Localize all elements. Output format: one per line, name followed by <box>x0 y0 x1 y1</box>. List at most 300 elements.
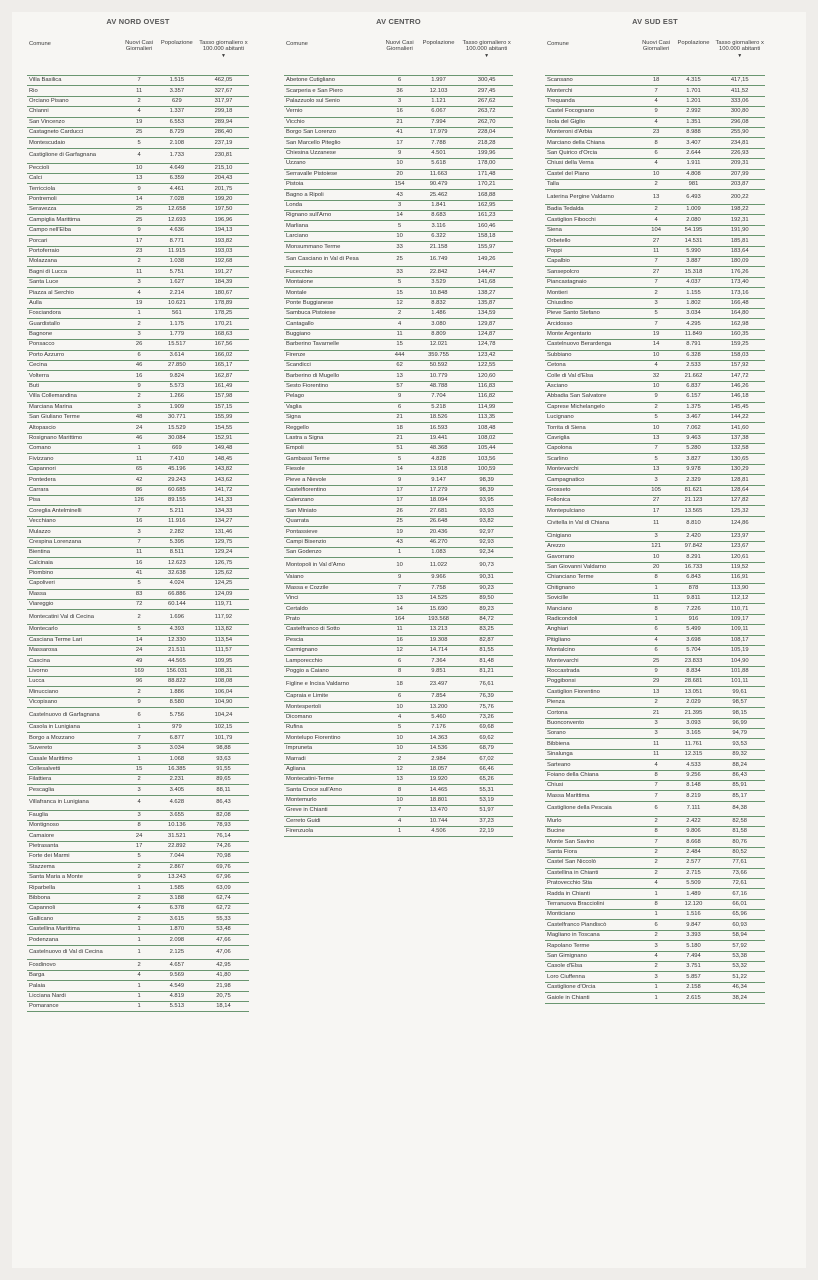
cell-tasso: 85,91 <box>732 782 747 789</box>
cell-popolazione: 4.315 <box>686 77 701 84</box>
cell-comune: Campagnatico <box>547 476 585 483</box>
cell-popolazione: 7.111 <box>686 805 701 812</box>
cell-comune: Scarperia e San Piero <box>286 87 343 94</box>
cell-popolazione: 27.850 <box>167 362 186 369</box>
cell-nuovi-casi: 5 <box>137 626 141 633</box>
cell-popolazione: 669 <box>172 445 182 452</box>
cell-tasso: 91,55 <box>216 765 231 772</box>
header-nuovi-casi-label: Nuovi Casi Giornalieri <box>642 40 671 52</box>
cell-tasso: 113,90 <box>731 584 749 591</box>
cell-popolazione: 1.701 <box>686 87 701 94</box>
cell-popolazione: 3.407 <box>686 139 701 146</box>
cell-comune: Montespertoli <box>286 703 321 710</box>
table-row <box>284 465 513 475</box>
cell-popolazione: 13.470 <box>429 807 448 814</box>
cell-nuovi-casi: 3 <box>398 98 402 105</box>
cell-tasso: 41,80 <box>216 972 231 979</box>
cell-tasso: 160,35 <box>730 331 749 338</box>
cell-popolazione: 8.832 <box>431 299 446 306</box>
cell-comune: Piombino <box>29 570 54 577</box>
table-row <box>545 771 765 781</box>
table-row <box>545 247 765 257</box>
table-row <box>284 744 513 754</box>
table-row <box>27 97 249 107</box>
table-row <box>545 983 765 993</box>
cell-tasso: 135,87 <box>477 299 496 306</box>
table-row <box>284 382 513 392</box>
cell-comune: Impruneta <box>286 745 313 752</box>
cell-comune: Collesalvetti <box>29 765 61 772</box>
cell-popolazione: 11.761 <box>684 740 703 747</box>
table-row <box>545 858 765 868</box>
cell-tasso: 38,24 <box>732 994 747 1001</box>
cell-popolazione: 8.668 <box>686 838 701 845</box>
cell-tasso: 417,15 <box>730 77 749 84</box>
cell-tasso: 263,72 <box>477 108 496 115</box>
header-popolazione-label: Popolazione <box>677 40 710 46</box>
cell-popolazione: 1.121 <box>431 98 446 105</box>
cell-comune: Cetona <box>547 362 566 369</box>
table-row <box>545 226 765 236</box>
table-row <box>27 236 249 246</box>
table-row <box>27 625 249 635</box>
cell-comune: Castiglion Fiorentino <box>547 688 600 695</box>
cell-tasso: 47,06 <box>216 949 231 956</box>
cell-nuovi-casi: 49 <box>135 657 143 664</box>
cell-popolazione: 6.837 <box>686 383 701 390</box>
table-row <box>284 733 513 743</box>
table-row <box>27 992 249 1002</box>
table-row <box>545 687 765 697</box>
cell-nuovi-casi: 9 <box>137 874 141 881</box>
cell-nuovi-casi: 10 <box>396 745 403 752</box>
cell-nuovi-casi: 6 <box>398 657 402 664</box>
cell-nuovi-casi: 1 <box>398 549 402 556</box>
cell-nuovi-casi: 42 <box>135 476 143 483</box>
cell-comune: Vinci <box>286 595 299 602</box>
cell-tasso: 93,63 <box>216 755 231 762</box>
cell-popolazione: 8.511 <box>169 549 184 556</box>
cell-nuovi-casi: 33 <box>396 268 403 275</box>
cell-comune: Casciana Terme Lari <box>29 636 83 643</box>
cell-nuovi-casi: 19 <box>135 118 143 125</box>
cell-popolazione: 6.157 <box>686 393 701 400</box>
cell-nuovi-casi: 6 <box>137 711 141 718</box>
cell-comune: Castelnuovo di Val di Cecina <box>29 949 103 956</box>
table-row <box>545 972 765 982</box>
cell-comune: Chiesina Uzzanese <box>286 150 336 157</box>
table-row <box>27 184 249 194</box>
cell-tasso: 117,92 <box>214 613 233 620</box>
cell-comune: Marliana <box>286 222 309 229</box>
cell-popolazione: 2.098 <box>169 936 185 943</box>
table-row <box>284 646 513 656</box>
cell-popolazione: 7.176 <box>431 724 446 731</box>
cell-nuovi-casi: 10 <box>396 233 403 240</box>
cell-popolazione: 3.116 <box>431 222 446 229</box>
table-row <box>27 677 249 687</box>
header-popolazione-label: Popolazione <box>160 40 193 46</box>
cell-nuovi-casi: 8 <box>654 605 658 612</box>
cell-comune: Castagneto Carducci <box>29 129 84 136</box>
cell-tasso: 84,72 <box>479 616 494 623</box>
cell-popolazione: 7.062 <box>686 424 701 431</box>
cell-tasso: 203,87 <box>730 181 749 188</box>
header-popolazione <box>156 40 198 46</box>
cell-popolazione: 1.515 <box>169 77 185 84</box>
cell-nuovi-casi: 15 <box>396 341 403 348</box>
table-row <box>27 195 249 205</box>
cell-popolazione: 9.811 <box>686 595 701 602</box>
cell-nuovi-casi: 1 <box>654 616 658 623</box>
cell-nuovi-casi: 12 <box>396 647 403 654</box>
cell-tasso: 134,27 <box>214 518 233 525</box>
cell-nuovi-casi: 8 <box>137 822 141 829</box>
table-row <box>284 604 513 614</box>
cell-nuovi-casi: 3 <box>654 476 658 483</box>
cell-nuovi-casi: 1 <box>654 890 658 897</box>
table-row <box>284 806 513 816</box>
cell-nuovi-casi: 27 <box>652 268 660 275</box>
cell-nuovi-casi: 10 <box>652 553 660 560</box>
table-row <box>27 288 249 298</box>
cell-comune: Fosciandora <box>29 310 61 317</box>
cell-nuovi-casi: 3 <box>137 403 141 410</box>
cell-nuovi-casi: 1 <box>137 926 141 933</box>
cell-tasso: 81,48 <box>479 657 494 664</box>
cell-popolazione: 2.420 <box>686 532 701 539</box>
cell-popolazione: 15.318 <box>684 268 703 275</box>
cell-nuovi-casi: 2 <box>654 181 658 188</box>
cell-popolazione: 359.755 <box>428 351 450 358</box>
table-row <box>284 232 513 242</box>
cell-nuovi-casi: 18 <box>396 680 403 687</box>
cell-comune: Carmignano <box>286 647 318 654</box>
sort-desc-icon[interactable]: ▼ <box>220 53 226 59</box>
table-row <box>27 971 249 981</box>
table-row <box>27 434 249 444</box>
header-tasso-label: Tasso giornaliero x 100.000 abitanti <box>199 40 248 52</box>
cell-tasso: 286,40 <box>214 129 233 136</box>
cell-tasso: 73,26 <box>479 713 494 720</box>
cell-tasso: 141,72 <box>214 486 233 493</box>
table-row <box>545 371 765 381</box>
cell-popolazione: 6.359 <box>169 175 185 182</box>
table-row <box>545 118 765 128</box>
cell-popolazione: 2.577 <box>686 859 701 866</box>
cell-tasso: 81,21 <box>479 667 494 674</box>
cell-nuovi-casi: 9 <box>398 393 402 400</box>
cell-comune: Pieve a Nievole <box>286 476 327 483</box>
cell-popolazione: 2.615 <box>686 994 701 1001</box>
cell-comune: Rio <box>29 87 38 94</box>
table-row <box>545 900 765 910</box>
cell-comune: Firenze <box>286 351 306 358</box>
cell-comune: Calci <box>29 175 42 182</box>
cell-tasso: 127,82 <box>730 497 749 504</box>
cell-nuovi-casi: 27 <box>652 497 660 504</box>
header-tasso-label: Tasso giornaliero x 100.000 abitanti <box>715 40 764 52</box>
cell-comune: Sansepolcro <box>547 268 580 275</box>
cell-nuovi-casi: 5 <box>654 455 658 462</box>
cell-nuovi-casi: 7 <box>654 782 658 789</box>
cell-comune: Borgo a Mozzano <box>29 734 75 741</box>
cell-nuovi-casi: 4 <box>137 108 141 115</box>
table-row <box>545 750 765 760</box>
cell-tasso: 74,26 <box>216 843 231 850</box>
cell-tasso: 155,97 <box>477 243 496 250</box>
cell-nuovi-casi: 5 <box>654 414 658 421</box>
cell-comune: Castelnuovo di Garfagnana <box>29 711 100 718</box>
cell-popolazione: 30.771 <box>167 414 186 421</box>
cell-tasso: 62,74 <box>216 895 231 901</box>
cell-tasso: 191,27 <box>214 268 233 275</box>
table-row <box>284 754 513 764</box>
cell-tasso: 180,09 <box>730 258 749 265</box>
cell-comune: Campi Bisenzio <box>286 538 327 545</box>
cell-comune: Pontassieve <box>286 528 318 535</box>
cell-nuovi-casi: 2 <box>137 863 141 870</box>
cell-nuovi-casi: 3 <box>654 730 658 737</box>
cell-tasso: 129,87 <box>477 320 496 327</box>
cell-popolazione: 3.615 <box>169 915 185 922</box>
table-row <box>27 527 249 537</box>
cell-popolazione: 193.568 <box>428 616 450 623</box>
cell-popolazione: 5.704 <box>686 647 701 654</box>
cell-tasso: 98,57 <box>732 699 747 706</box>
cell-nuovi-casi: 7 <box>137 507 141 514</box>
cell-popolazione: 5.218 <box>431 403 446 410</box>
cell-popolazione: 1.201 <box>686 98 701 105</box>
table-row <box>27 475 249 485</box>
table-row <box>284 201 513 211</box>
cell-comune: Radicondoli <box>547 616 578 623</box>
cell-comune: Altopascio <box>29 424 56 431</box>
cell-comune: Trequanda <box>547 98 575 105</box>
table-row <box>284 692 513 702</box>
table-row <box>284 330 513 340</box>
cell-tasso: 120,60 <box>477 372 496 379</box>
table-row <box>545 257 765 267</box>
cell-tasso: 93,95 <box>479 497 494 504</box>
cell-nuovi-casi: 21 <box>396 414 403 421</box>
cell-popolazione: 5.460 <box>431 713 446 720</box>
table-row <box>545 190 765 205</box>
cell-comune: Prato <box>286 616 300 623</box>
cell-comune: Pienza <box>547 699 565 706</box>
panel-title: AV SUD EST <box>632 17 678 26</box>
cell-tasso: 237,19 <box>214 139 233 146</box>
header-tasso[interactable] <box>198 40 249 59</box>
cell-nuovi-casi: 11 <box>136 268 143 275</box>
cell-nuovi-casi: 6 <box>137 351 141 358</box>
cell-tasso: 149,48 <box>214 445 233 452</box>
cell-nuovi-casi: 36 <box>396 87 403 94</box>
table-row <box>284 76 513 86</box>
table-row <box>27 278 249 288</box>
cell-tasso: 94,79 <box>732 730 747 737</box>
table-row <box>27 610 249 625</box>
cell-popolazione: 8.148 <box>686 782 701 789</box>
cell-comune: Vaglia <box>286 403 302 410</box>
cell-tasso: 122,55 <box>477 362 496 369</box>
header-tasso[interactable] <box>714 40 765 59</box>
cell-popolazione: 3.034 <box>686 310 701 317</box>
cell-comune: Riparbella <box>29 884 56 891</box>
cell-nuovi-casi: 1 <box>137 884 141 891</box>
cell-nuovi-casi: 105 <box>651 486 661 493</box>
cell-comune: Talla <box>547 181 559 188</box>
table-row <box>27 107 249 117</box>
cell-comune: Stazzema <box>29 863 55 870</box>
sort-desc-icon[interactable]: ▼ <box>484 53 490 59</box>
cell-comune: Montecarlo <box>29 626 58 633</box>
cell-popolazione: 2.422 <box>686 817 701 824</box>
cell-comune: Fosdinovo <box>29 961 56 968</box>
table-row <box>545 517 765 532</box>
table-row <box>284 584 513 594</box>
header-nuovi-casi <box>122 40 155 52</box>
table-row <box>545 584 765 594</box>
cell-comune: Bagni di Lucca <box>29 268 68 275</box>
cell-comune: Montemurlo <box>286 797 317 804</box>
cell-tasso: 105,44 <box>477 445 496 452</box>
cell-comune: Abetone Cutigliano <box>286 77 335 84</box>
cell-nuovi-casi: 3 <box>137 811 141 818</box>
cell-tasso: 159,25 <box>730 341 749 348</box>
cell-popolazione: 3.655 <box>169 811 185 818</box>
cell-nuovi-casi: 4 <box>654 636 658 643</box>
cell-tasso: 144,22 <box>730 414 749 421</box>
cell-comune: Abbadia San Salvatore <box>547 393 607 400</box>
cell-tasso: 146,26 <box>730 383 749 390</box>
cell-nuovi-casi: 5 <box>137 580 141 587</box>
cell-comune: Capraia e Limite <box>286 693 329 700</box>
cell-nuovi-casi: 5 <box>654 310 658 317</box>
cell-tasso: 82,08 <box>216 811 231 818</box>
cell-popolazione: 2.125 <box>169 949 185 956</box>
table-row <box>545 413 765 423</box>
cell-popolazione: 7.758 <box>431 584 446 591</box>
table-row <box>545 760 765 770</box>
cell-comune: Montelupo Fiorentino <box>286 734 341 741</box>
cell-popolazione: 3.034 <box>169 745 185 752</box>
cell-comune: Gaiole in Chianti <box>547 994 590 1001</box>
cell-popolazione: 5.513 <box>169 1003 185 1010</box>
table-row <box>284 775 513 785</box>
cell-popolazione: 9.851 <box>431 667 446 674</box>
cell-tasso: 46,34 <box>732 984 747 991</box>
cell-comune: Vaiano <box>286 574 304 581</box>
cell-popolazione: 23.497 <box>429 680 448 687</box>
cell-popolazione: 7.854 <box>431 693 446 700</box>
table-row <box>27 842 249 852</box>
sort-desc-icon[interactable]: ▼ <box>737 53 743 59</box>
table-row <box>545 97 765 107</box>
cell-nuovi-casi: 57 <box>396 383 403 390</box>
cell-tasso: 86,43 <box>732 771 747 778</box>
cell-tasso: 152,91 <box>214 434 233 441</box>
cell-tasso: 194,13 <box>214 227 233 234</box>
table-row <box>27 413 249 423</box>
cell-comune: Santa Croce sull'Arno <box>286 786 342 793</box>
cell-nuovi-casi: 21 <box>396 434 403 441</box>
table-row <box>27 506 249 516</box>
cell-tasso: 116,83 <box>477 383 496 390</box>
cell-tasso: 204,43 <box>214 175 233 182</box>
cell-nuovi-casi: 2 <box>654 206 658 213</box>
cell-nuovi-casi: 1 <box>654 911 658 918</box>
cell-comune: Arcidosso <box>547 320 573 327</box>
table-row <box>284 475 513 485</box>
cell-tasso: 90,31 <box>479 574 494 581</box>
cell-comune: Palaia <box>29 982 46 989</box>
cell-tasso: 164,80 <box>730 310 749 317</box>
cell-nuovi-casi: 41 <box>396 129 403 136</box>
cell-comune: Capolona <box>547 445 572 452</box>
cell-comune: Chianciano Terme <box>547 574 594 581</box>
cell-popolazione: 17.279 <box>429 486 448 493</box>
cell-nuovi-casi: 5 <box>398 222 402 229</box>
table-row <box>27 164 249 174</box>
cell-comune: Sambuca Pistoiese <box>286 310 336 317</box>
cell-comune: Vecchiano <box>29 518 56 525</box>
cell-popolazione: 3.393 <box>686 932 701 939</box>
cell-tasso: 109,17 <box>730 616 749 623</box>
cell-tasso: 63,09 <box>216 884 231 891</box>
cell-popolazione: 5.509 <box>686 880 701 887</box>
cell-comune: Rufina <box>286 724 303 731</box>
cell-tasso: 129,24 <box>214 549 233 556</box>
cell-comune: Villa Basilica <box>29 77 62 84</box>
header-tasso[interactable] <box>460 40 513 59</box>
cell-tasso: 55,33 <box>216 915 231 922</box>
cell-popolazione: 9.824 <box>169 372 185 379</box>
cell-tasso: 234,81 <box>730 139 749 146</box>
cell-nuovi-casi: 16 <box>396 108 403 115</box>
cell-tasso: 198,22 <box>730 206 749 213</box>
table-row <box>27 925 249 935</box>
table-row <box>27 76 249 86</box>
cell-nuovi-casi: 2 <box>137 915 141 922</box>
cell-popolazione: 48.788 <box>429 383 448 390</box>
cell-tasso: 192,31 <box>730 216 749 223</box>
cell-popolazione: 6.378 <box>169 905 185 912</box>
cell-nuovi-casi: 9 <box>137 185 141 192</box>
table-row <box>284 221 513 231</box>
header-nuovi-casi <box>640 40 673 52</box>
table-row <box>284 319 513 329</box>
table-row <box>284 211 513 221</box>
cell-tasso: 162,95 <box>477 201 496 208</box>
cell-popolazione: 878 <box>688 584 699 591</box>
cell-nuovi-casi: 9 <box>398 574 402 581</box>
cell-nuovi-casi: 14 <box>652 341 660 348</box>
cell-tasso: 199,96 <box>477 150 496 157</box>
table-row <box>27 590 249 600</box>
cell-popolazione: 1.841 <box>431 201 446 208</box>
table-row <box>545 791 765 801</box>
table-row <box>545 496 765 506</box>
table-row <box>27 667 249 677</box>
cell-comune: Uzzano <box>286 160 306 167</box>
cell-comune: Santa Luce <box>29 279 59 286</box>
cell-comune: Bagno a Ripoli <box>286 191 324 198</box>
cell-popolazione: 32.638 <box>167 570 186 577</box>
table-row <box>27 723 249 733</box>
cell-comune: Monte Argentario <box>547 331 592 338</box>
cell-tasso: 98,88 <box>216 745 231 752</box>
